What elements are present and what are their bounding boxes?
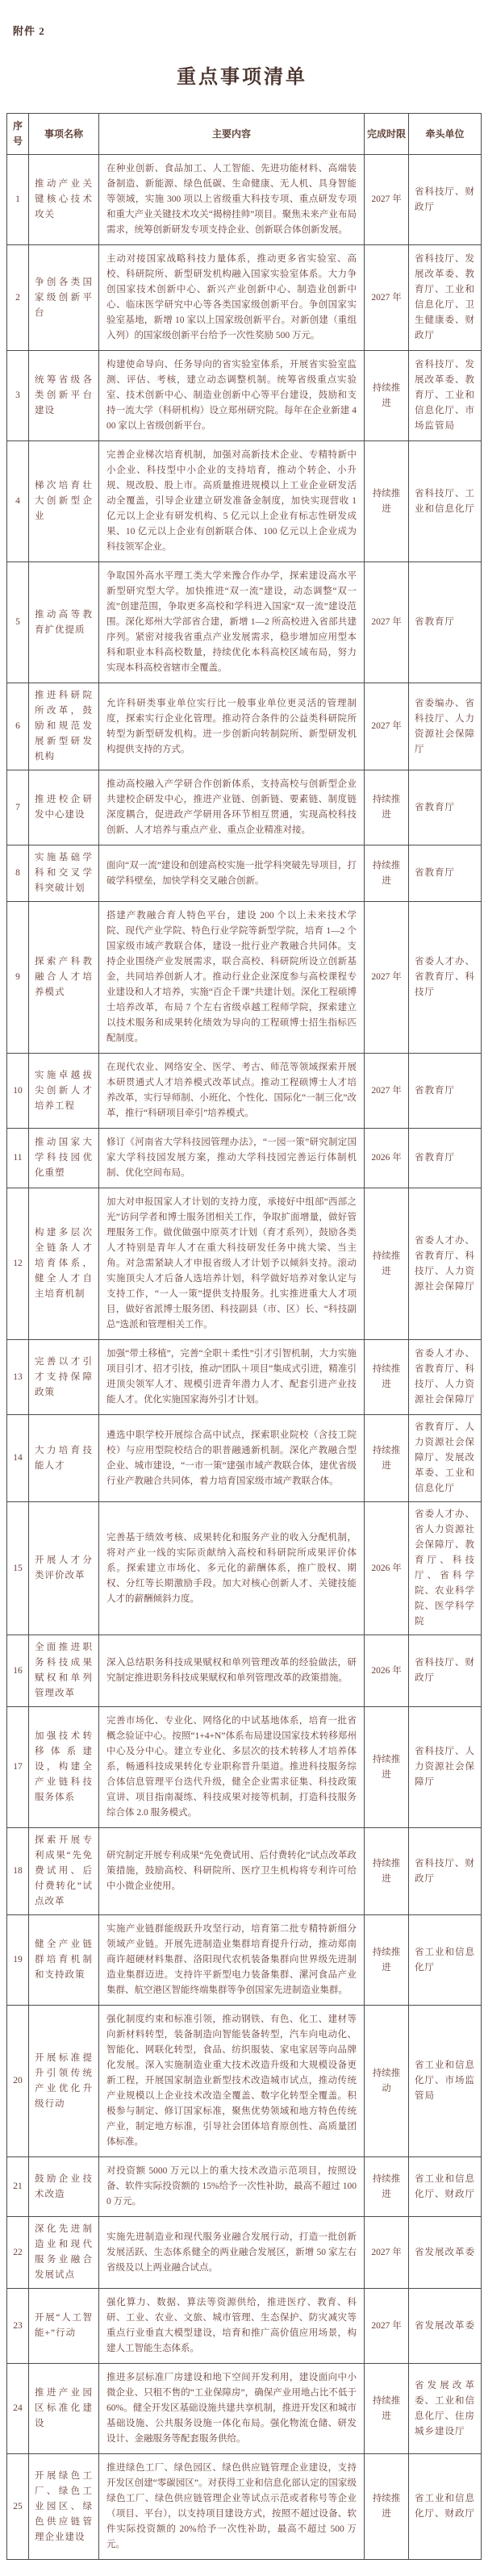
table-row [7, 1054, 482, 1129]
cell-content: 加大对申报国家人才计划的支持力度，承接好中组部“西部之光”访问学者和博士服务团相关工作，争取扩面增量，做好管理服务工作。做优做强中原英才计划（育才系列），鼓励各类人才特别是青年人才在重大科技研发任务中挑大梁、当主角。对急需紧缺人才申报省级人才计划予以倾斜支持。滚动实施顶尖人才后备人选培养计划，科学做好培养对象认定与支持工作，“一人一策”提供支持服务。扎实推进重大人才项目，做好省派博士服务团、科技副县（市、区）长、“科技副总”选派和管理相关工作。 [99, 1188, 365, 1340]
cell-no: 21 [7, 2157, 29, 2217]
cell-name: 梯次培育壮大创新型企业 [29, 441, 99, 562]
cell-deadline: 2027 年 [365, 683, 409, 770]
cell-content: 推进绿色工厂、绿色园区、绿色供应链管理企业建设，支持开发区创建“零碳园区”。对获得工业和信息化部认定的国家级绿色工厂、绿色供应链管理企业等试点示范或者称号等企业（项目、平台），以支持项目建设方式，按照不超过设备、软件实际投资额的 20%给予一次性补助，最高不超过 500 万元。 [99, 2454, 365, 2560]
cell-name: 开展“人工智能+”行动 [29, 2289, 99, 2364]
cell-no: 15 [7, 1502, 29, 1635]
table-row [7, 2289, 482, 2364]
cell-deadline: 2027 年 [365, 562, 409, 683]
cell-deadline: 持续推进 [365, 845, 409, 902]
cell-lead: 省委人才办、省教育厅、科技厅 [409, 902, 482, 1054]
cell-lead: 省科技厅、发展改革委、教育厅、工业和信息化厅、市场监管局 [409, 351, 482, 441]
cell-name: 开展人才分类评价改革 [29, 1502, 99, 1635]
table-row [7, 2157, 482, 2217]
cell-name: 健全产业链群培育机制和支持政策 [29, 1915, 99, 2006]
cell-deadline: 持续推进 [365, 1340, 409, 1415]
table-body [7, 155, 482, 2560]
cell-lead: 省教育厅 [409, 1129, 482, 1188]
cell-lead: 省工业和信息化厅、财政厅 [409, 2454, 482, 2560]
cell-lead: 省教育厅 [409, 1054, 482, 1129]
cell-no: 19 [7, 1915, 29, 2006]
cell-no: 9 [7, 902, 29, 1054]
cell-lead: 省科技厅、财政厅 [409, 1828, 482, 1915]
cell-no: 1 [7, 155, 29, 245]
cell-content: 修订《河南省大学科技园管理办法》，“一园一策”研究制定国家大学科技园发展方案，推动大学科技园完善运行体制机制、优化空间布局。 [99, 1129, 365, 1188]
cell-name: 探索产科教融合人才培养模式 [29, 902, 99, 1054]
cell-content: 在现代农业、网络安全、医学、考古、师范等领域探索开展本研贯通式人才培养模式改革试点。推动工程硕博士人才培养改革，实行导师制、小班化、个性化、国际化“一制三化”改革，推行“科研项目牵引”培养模式。 [99, 1054, 365, 1129]
cell-no: 13 [7, 1340, 29, 1415]
column-header-no: 序号 [7, 114, 29, 155]
table-row [7, 1340, 482, 1415]
table-row [7, 2217, 482, 2289]
table-row [7, 1188, 482, 1340]
cell-name: 争创各类国家级创新平台 [29, 245, 99, 351]
cell-deadline: 持续推动 [365, 2006, 409, 2157]
cell-deadline: 2027 年 [365, 2217, 409, 2289]
cell-lead: 省委人才办、省教育厅、科技厅、人力资源社会保障厅 [409, 1340, 482, 1415]
cell-content: 完善市场化、专业化、网络化的中试基地体系，培育一批省概念验证中心。按照“1+4+N”体系布局建设国家技术转移郑州中心及分中心。建立专业化、多层次的技术转移人才培养体系，畅通科技成果转化专业职称晋升渠道。推进科技服务综合体信息管理平台迭代升级，健全企业需求征集、科技政策宣讲、项目指南凝练、科技成果对接等机制，打造科技服务综合体 2.0 服务模式。 [99, 1707, 365, 1828]
cell-deadline: 2027 年 [365, 2289, 409, 2364]
cell-deadline: 持续推进 [365, 2454, 409, 2560]
table-row [7, 1915, 482, 2006]
cell-deadline: 持续推进 [365, 770, 409, 845]
cell-name: 深化先进制造业和现代服务业融合发展试点 [29, 2217, 99, 2289]
column-header-deadline: 完成时限 [365, 114, 409, 155]
cell-deadline: 持续推进 [365, 1415, 409, 1502]
cell-content: 允许科研类事业单位实行比一般事业单位更灵活的管理制度，探索实行企业化管理。推动符合条件的公益类科研院所转型为新型研发机构。进一步创新向转制院所、新型研发机构提供支持的方式。 [99, 683, 365, 770]
cell-no: 22 [7, 2217, 29, 2289]
cell-deadline: 持续推进 [365, 1188, 409, 1340]
table-row [7, 1415, 482, 1502]
cell-name: 推动国家大学科技园优化重塑 [29, 1129, 99, 1188]
cell-content: 强化制度约束和标准引领，推动钢铁、有色、化工、建材等向新材料转型，装备制造向智能装备转型，汽车向电动化、智能化、网联化转型，食品、纺织服装、家电家居等向品牌化发展。深入实施制造业重大技术改造升级和大规模设备更新工程，开展国家制造业新型技术改造城市试点，推动传统产业规模以上企业技术改造全覆盖、数字化转型全覆盖。积极参与制定、修订国家标准，聚焦优势领域和地方特色传统产业，制定地方标准，引导社会团体培育原创性、高质量团体标准。 [99, 2006, 365, 2157]
cell-content: 实施先进制造业和现代服务业融合发展行动，打造一批创新发展活跃、生态体系健全的两业融合发展区，新增 50 家左右省级及以上两业融合试点。 [99, 2217, 365, 2289]
table-row [7, 683, 482, 770]
table-row [7, 441, 482, 562]
cell-name: 推进科研院所改革，鼓励和规范发展新型研发机构 [29, 683, 99, 770]
cell-content: 在种业创新、食品加工、人工智能、先进功能材料、高端装备制造、新能源、绿色低碳、生命健康、无人机、具身智能等领域，实施 300 项以上省级重大科技专项、重点研发专项和重大产业关键技术攻关“揭榜挂帅”项目。聚焦未来产业布局需求，统筹创新研发专项支持企业、创新联合体创新发展。 [99, 155, 365, 245]
cell-lead: 省科技厅、财政厅 [409, 1635, 482, 1707]
table-row [7, 155, 482, 245]
cell-no: 14 [7, 1415, 29, 1502]
cell-content: 主动对接国家战略科技力量体系，推动更多省实验室、高校、科研院所、新型研发机构融入国家实验室体系。大力争创国家技术创新中心、新兴产业创新中心、制造业创新中心、临床医学研究中心等各类国家级创新平台。争创国家实验室基地，新增 10 家以上国家级创新平台。对新创建（重组入列）的国家级创新平台给予一次性奖励 500 万元。 [99, 245, 365, 351]
table-row [7, 902, 482, 1054]
cell-lead: 省科技厅、工业和信息化厅 [409, 441, 482, 562]
cell-content: 加强“带土移植”，完善“全职＋柔性”引才引智机制，大力实施项目引才、招才引技，推动“团队＋项目”集成式引进，精准引进顶尖领军人才、规模引进青年潜力人才、配套引进产业技能人才。优化实施国家海外引才计划。 [99, 1340, 365, 1415]
cell-deadline: 持续推进 [365, 441, 409, 562]
cell-lead: 省委编办、省科技厅、人力资源社会保障厅 [409, 683, 482, 770]
cell-no: 12 [7, 1188, 29, 1340]
cell-lead: 省发展改革委 [409, 2217, 482, 2289]
cell-deadline: 持续推进 [365, 2157, 409, 2217]
table-row [7, 562, 482, 683]
cell-deadline: 2026 年 [365, 1635, 409, 1707]
cell-lead: 省教育厅 [409, 562, 482, 683]
cell-content: 面向“双一流”建设和创建高校实施一批学科突破先导项目，打破学科壁垒，加快学科交叉融合创新。 [99, 845, 365, 902]
cell-no: 10 [7, 1054, 29, 1129]
column-header-content: 主要内容 [99, 114, 365, 155]
cell-lead: 省工业和信息化厅 [409, 1915, 482, 2006]
cell-no: 17 [7, 1707, 29, 1828]
cell-deadline: 2027 年 [365, 1054, 409, 1129]
cell-content: 构建使命导向、任务导向的省实验室体系，开展省实验室监测、评估、考核，建立动态调整机制。统筹省级重点实验室、技术创新中心、制造业创新中心等平台建设，鼓励和支持一流大学（科研机构）设立郑州研究院。每年在企业新建 400 家以上省级创新平台。 [99, 351, 365, 441]
table-row [7, 2454, 482, 2560]
cell-deadline: 2026 年 [365, 1502, 409, 1635]
cell-name: 实施基础学科和交叉学科突破计划 [29, 845, 99, 902]
cell-name: 推动高等教育扩优提质 [29, 562, 99, 683]
cell-no: 24 [7, 2364, 29, 2454]
cell-deadline: 持续推进 [365, 1707, 409, 1828]
cell-name: 开展绿色工厂、绿色工业园区、绿色供应链管理企业建设 [29, 2454, 99, 2560]
cell-content: 争取国外高水平理工类大学来豫合作办学，探索建设高水平新型研究型大学。加快推进“双一流”建设，动态调整“双一流”创建范围，争取更多高校和学科进入国家“双一流”建设范围。深化郑州大学部省合建，新增 1—2 所高校进入省部共建序列。紧密对接我省重点产业发展需求，稳步增加应用型本科和职业本科高校数量，持续优化本科高校区域布局，努力实现本科高校省辖市全覆盖。 [99, 562, 365, 683]
cell-deadline: 持续推进 [365, 1828, 409, 1915]
table-row [7, 1129, 482, 1188]
cell-content: 实施产业链群能级跃升攻坚行动，培育第二批专精特新细分领域产业链。开展先进制造业集群培育提升行动，推动郑南商许超硬材料集群、洛阳现代农机装备集群向世界级先进制造业集群迈进。支持许平新型电力装备集群、漯河食品产业集群、航空港区智能终端集群等争创国家先进制造业集群。 [99, 1915, 365, 2006]
cell-no: 25 [7, 2454, 29, 2560]
cell-name: 加强技术转移体系建设，构建全产业链科技服务体系 [29, 1707, 99, 1828]
cell-lead: 省科技厅、发展改革委、教育厅、工业和信息化厅、卫生健康委、财政厅 [409, 245, 482, 351]
cell-no: 16 [7, 1635, 29, 1707]
cell-no: 7 [7, 770, 29, 845]
cell-lead: 省发展改革委 [409, 2289, 482, 2364]
cell-no: 5 [7, 562, 29, 683]
table-row [7, 845, 482, 902]
key-items-table [6, 113, 482, 2560]
cell-content: 完善基于绩效考核、成果转化和服务产业的收入分配机制，将对产业一线的实际贡献纳入高校和科研院所成果评价体系。探索建立市场化、多元化的薪酬体系，推广股权、期权、分红等长期激励手段。加大对核心创新人才、关键技能人才的薪酬倾斜力度。 [99, 1502, 365, 1635]
cell-content: 强化算力、数据、算法等资源供给，推进医疗、教育、科研、工业、农业、文旅、城市管理、生态保护、防灾减灾等重点行业垂直大模型建设，培育和推广高价值应用场景，构建人工智能生态体系。 [99, 2289, 365, 2364]
cell-deadline: 持续推进 [365, 351, 409, 441]
cell-content: 研究制定开展专利成果“先免费试用、后付费转化”试点改革政策措施，鼓励高校、科研院所、医疗卫生机构将专利许可给中小微企业使用。 [99, 1828, 365, 1915]
cell-name: 实施卓越拔尖创新人才培养工程 [29, 1054, 99, 1129]
table-row [7, 351, 482, 441]
page-title: 重点事项清单 [177, 67, 307, 88]
cell-lead: 省工业和信息化厅、市场监管局 [409, 2006, 482, 2157]
cell-lead: 省发展改革委、工业和信息化厅、住房城乡建设厅 [409, 2364, 482, 2454]
cell-lead: 省科技厅、人力资源社会保障厅 [409, 1707, 482, 1828]
table-row [7, 245, 482, 351]
cell-deadline: 2027 年 [365, 902, 409, 1054]
cell-no: 20 [7, 2006, 29, 2157]
cell-lead: 省科技厅、财政厅 [409, 155, 482, 245]
cell-no: 11 [7, 1129, 29, 1188]
table-row [7, 770, 482, 845]
cell-content: 推动高校融入产学研合作创新体系，支持高校与创新型企业共建校企研发中心，推进产业链、创新链、要素链、制度链深度耦合，促进政产学研用各环节相互贯通，实现高校科技创新、人才培养与重点产业、重点企业精准对接。 [99, 770, 365, 845]
cell-name: 鼓励企业技术改造 [29, 2157, 99, 2217]
cell-lead: 省委人才办、省人力资源社会保障厅、教育厅、科技厅、省科学院、农业科学院、医学科学院 [409, 1502, 482, 1635]
cell-no: 2 [7, 245, 29, 351]
cell-deadline: 持续推进 [365, 2364, 409, 2454]
cell-deadline: 2027 年 [365, 155, 409, 245]
cell-no: 6 [7, 683, 29, 770]
cell-lead: 省教育厅、人力资源社会保障厅、发展改革委、工业和信息化厅 [409, 1415, 482, 1502]
column-header-name: 事项名称 [29, 114, 99, 155]
table-row [7, 1828, 482, 1915]
table-row [7, 1707, 482, 1828]
cell-content: 搭建产教融合育人特色平台，建设 200 个以上未来技术学院、现代产业学院、特色行业学院等新型学院，培育 1—2 个国家级市域产教联合体，建设一批行业产教融合共同体。支持企业围绕产业发展需求，联合高校、科研院所设立创新基金，共同培养创新人才。推动行业企业深度参与高校课程专业建设和人才培养，实施“百企千课”共建计划。深化工程硕博士培养改革，布局 7 个左右省级卓越工程师学院，探索建立以技术服务和成果转化绩效为导向的工程硕博士招生指标匹配制度。 [99, 902, 365, 1054]
cell-name: 大力培育技能人才 [29, 1415, 99, 1502]
table-row [7, 1502, 482, 1635]
cell-name: 统筹省级各类创新平台建设 [29, 351, 99, 441]
cell-name: 探索开展专利成果“先免费试用、后付费转化”试点改革 [29, 1828, 99, 1915]
cell-content: 深入总结职务科技成果赋权和单列管理改革的经验做法，研究制定推进职务科技成果赋权和单列管理改革的政策措施。 [99, 1635, 365, 1707]
cell-no: 18 [7, 1828, 29, 1915]
cell-name: 推进产业园区标准化建设 [29, 2364, 99, 2454]
cell-deadline: 持续推进 [365, 1915, 409, 2006]
cell-lead: 省委人才办、省教育厅、科技厅、人力资源社会保障厅 [409, 1188, 482, 1340]
attachment-label: 附件 2 [13, 25, 45, 37]
cell-content: 遴选中职学校开展综合高中试点，探索职业院校（含技工院校）与应用型院校结合的职普融通新机制。深化产教融合型企业、城市建设，“一市一策”建强市域产教联合体，建优省级行业产教融合共同体，着力培育国家级市域产教联合体。 [99, 1415, 365, 1502]
cell-name: 推进校企研发中心建设 [29, 770, 99, 845]
cell-no: 8 [7, 845, 29, 902]
cell-deadline: 2026 年 [365, 1129, 409, 1188]
cell-name: 全面推进职务科技成果赋权和单列管理改革 [29, 1635, 99, 1707]
cell-content: 完善企业梯次培育机制，加强对高新技术企业、专精特新中小企业、科技型中小企业的支持培育，推动个转企、小升规、规改股、股上市。高质量推进规模以上工业企业研发活动全覆盖，引导企业建立研发准备金制度，加快实现营收 1 亿元以上企业有研发机构、5 亿元以上企业有标志性研发成果、10 亿元以上企业有创新联合体、100 亿元以上企业成为科技领军企业。 [99, 441, 365, 562]
cell-no: 3 [7, 351, 29, 441]
cell-name: 构建多层次全链条人才培育体系，健全人才自主培育机制 [29, 1188, 99, 1340]
cell-lead: 省教育厅 [409, 770, 482, 845]
cell-no: 23 [7, 2289, 29, 2364]
table-row [7, 1635, 482, 1707]
table-row [7, 2364, 482, 2454]
cell-content: 对投资额 5000 万元以上的重大技术改造示范项目，按照设备、软件实际投资额的 15%给予一次性补助，最高不超过 1000 万元。 [99, 2157, 365, 2217]
cell-name: 完善以才引才支持保障政策 [29, 1340, 99, 1415]
cell-name: 推动产业关键核心技术攻关 [29, 155, 99, 245]
column-header-lead: 牵头单位 [409, 114, 482, 155]
cell-lead: 省教育厅 [409, 845, 482, 902]
cell-name: 开展标准提升引领传统产业优化升级行动 [29, 2006, 99, 2157]
cell-lead: 省工业和信息化厅、财政厅 [409, 2157, 482, 2217]
cell-content: 推进多层标准厂房建设和地下空间开发利用，建设面向中小微企业、只租不售的“工业保障房”，确保产业用地占比不低于 60%。健全开发区基础设施共建共享机制，推进开发区和城市基础设施、公共服务设施一体化布局。强化物流仓储、研发设计、金融服务等配套服务供给。 [99, 2364, 365, 2454]
cell-deadline: 2027 年 [365, 245, 409, 351]
cell-no: 4 [7, 441, 29, 562]
table-header-row [7, 114, 482, 155]
